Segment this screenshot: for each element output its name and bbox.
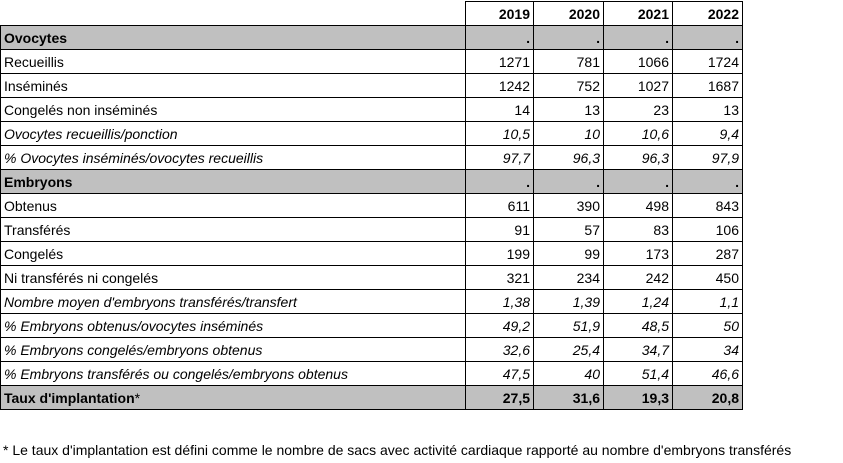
value-cell: 10,6 — [604, 122, 673, 146]
row-label: Recueillis — [1, 50, 466, 74]
value-cell: 10 — [534, 122, 604, 146]
section-marker: . — [534, 26, 604, 50]
table-row — [1, 50, 743, 74]
row-label: % Ovocytes inséminés/ovocytes recueillis — [1, 146, 466, 170]
value-cell: 48,5 — [604, 314, 673, 338]
row-label: Ovocytes recueillis/ponction — [1, 122, 466, 146]
value-cell: 23 — [604, 98, 673, 122]
table-row — [1, 266, 743, 290]
value-cell: 199 — [466, 242, 534, 266]
total-label: Taux d'implantation — [4, 389, 135, 406]
row-label: Obtenus — [1, 194, 466, 218]
value-cell: 781 — [534, 50, 604, 74]
header-blank-cell — [1, 2, 466, 26]
section-marker: . — [534, 170, 604, 194]
value-cell: 34,7 — [604, 338, 673, 362]
value-cell: 97,9 — [673, 146, 743, 170]
footnote-mark: * — [134, 389, 141, 406]
value-cell: 1,38 — [466, 290, 534, 314]
value-cell: 57 — [534, 218, 604, 242]
section-title: Ovocytes — [1, 26, 466, 50]
section-marker: . — [466, 170, 534, 194]
table-row — [1, 122, 743, 146]
value-cell: 1027 — [604, 74, 673, 98]
section-marker: . — [604, 26, 673, 50]
value-cell: 234 — [534, 266, 604, 290]
table-row — [1, 218, 743, 242]
year-header-cell: 2020 — [534, 2, 604, 26]
table-row — [1, 194, 743, 218]
row-label: Inséminés — [1, 74, 466, 98]
section-marker: . — [673, 26, 743, 50]
value-cell: 83 — [604, 218, 673, 242]
table-row — [1, 242, 743, 266]
value-cell: 51,9 — [534, 314, 604, 338]
table-row — [1, 146, 743, 170]
section-title: Embryons — [1, 170, 466, 194]
value-cell: 1242 — [466, 74, 534, 98]
value-cell: 32,6 — [466, 338, 534, 362]
value-cell: 99 — [534, 242, 604, 266]
value-cell: 14 — [466, 98, 534, 122]
stats-table — [0, 1, 743, 410]
value-cell: 96,3 — [534, 146, 604, 170]
row-label: Ni transférés ni congelés — [1, 266, 466, 290]
value-cell: 50 — [673, 314, 743, 338]
table-row — [1, 98, 743, 122]
value-cell: 173 — [604, 242, 673, 266]
value-cell: 287 — [673, 242, 743, 266]
year-header-cell: 2019 — [466, 2, 534, 26]
value-cell: 91 — [466, 218, 534, 242]
value-cell: 51,4 — [604, 362, 673, 386]
section-marker: . — [604, 170, 673, 194]
value-cell: 1,39 — [534, 290, 604, 314]
row-label: Congelés — [1, 242, 466, 266]
value-cell: 450 — [673, 266, 743, 290]
row-label: % Embryons obtenus/ovocytes inséminés — [1, 314, 466, 338]
value-cell: 20,8 — [673, 386, 743, 410]
value-cell: 47,5 — [466, 362, 534, 386]
table-row — [1, 338, 743, 362]
footnote: * Le taux d'implantation est défini comme le nombre de sacs avec activité cardiaque rapporté au nombre d'embryons transférés — [3, 442, 792, 458]
value-cell: 97,7 — [466, 146, 534, 170]
year-header-cell: 2022 — [673, 2, 743, 26]
value-cell: 321 — [466, 266, 534, 290]
value-cell: 13 — [534, 98, 604, 122]
value-cell: 843 — [673, 194, 743, 218]
section-header-row — [1, 26, 743, 50]
value-cell: 498 — [604, 194, 673, 218]
row-label: Nombre moyen d'embryons transférés/transfert — [1, 290, 466, 314]
value-cell: 46,6 — [673, 362, 743, 386]
table-row — [1, 362, 743, 386]
year-header-row — [1, 2, 743, 26]
table-row — [1, 314, 743, 338]
value-cell: 1271 — [466, 50, 534, 74]
value-cell: 34 — [673, 338, 743, 362]
value-cell: 1,1 — [673, 290, 743, 314]
value-cell: 611 — [466, 194, 534, 218]
table-row — [1, 290, 743, 314]
value-cell: 390 — [534, 194, 604, 218]
value-cell: 13 — [673, 98, 743, 122]
value-cell: 10,5 — [466, 122, 534, 146]
row-label: % Embryons transférés ou congelés/embryons obtenus — [1, 362, 466, 386]
value-cell: 1724 — [673, 50, 743, 74]
value-cell: 96,3 — [604, 146, 673, 170]
total-label-cell — [1, 386, 466, 410]
value-cell: 31,6 — [534, 386, 604, 410]
value-cell: 752 — [534, 74, 604, 98]
value-cell: 1,24 — [604, 290, 673, 314]
row-label: Congelés non inséminés — [1, 98, 466, 122]
total-row — [1, 386, 743, 410]
row-label: Transférés — [1, 218, 466, 242]
year-header-cell: 2021 — [604, 2, 673, 26]
row-label: % Embryons congelés/embryons obtenus — [1, 338, 466, 362]
value-cell: 106 — [673, 218, 743, 242]
value-cell: 40 — [534, 362, 604, 386]
section-header-row — [1, 170, 743, 194]
value-cell: 1066 — [604, 50, 673, 74]
section-marker: . — [466, 26, 534, 50]
section-marker: . — [673, 170, 743, 194]
value-cell: 19,3 — [604, 386, 673, 410]
value-cell: 1687 — [673, 74, 743, 98]
value-cell: 27,5 — [466, 386, 534, 410]
table-row — [1, 74, 743, 98]
value-cell: 242 — [604, 266, 673, 290]
value-cell: 25,4 — [534, 338, 604, 362]
value-cell: 9,4 — [673, 122, 743, 146]
value-cell: 49,2 — [466, 314, 534, 338]
